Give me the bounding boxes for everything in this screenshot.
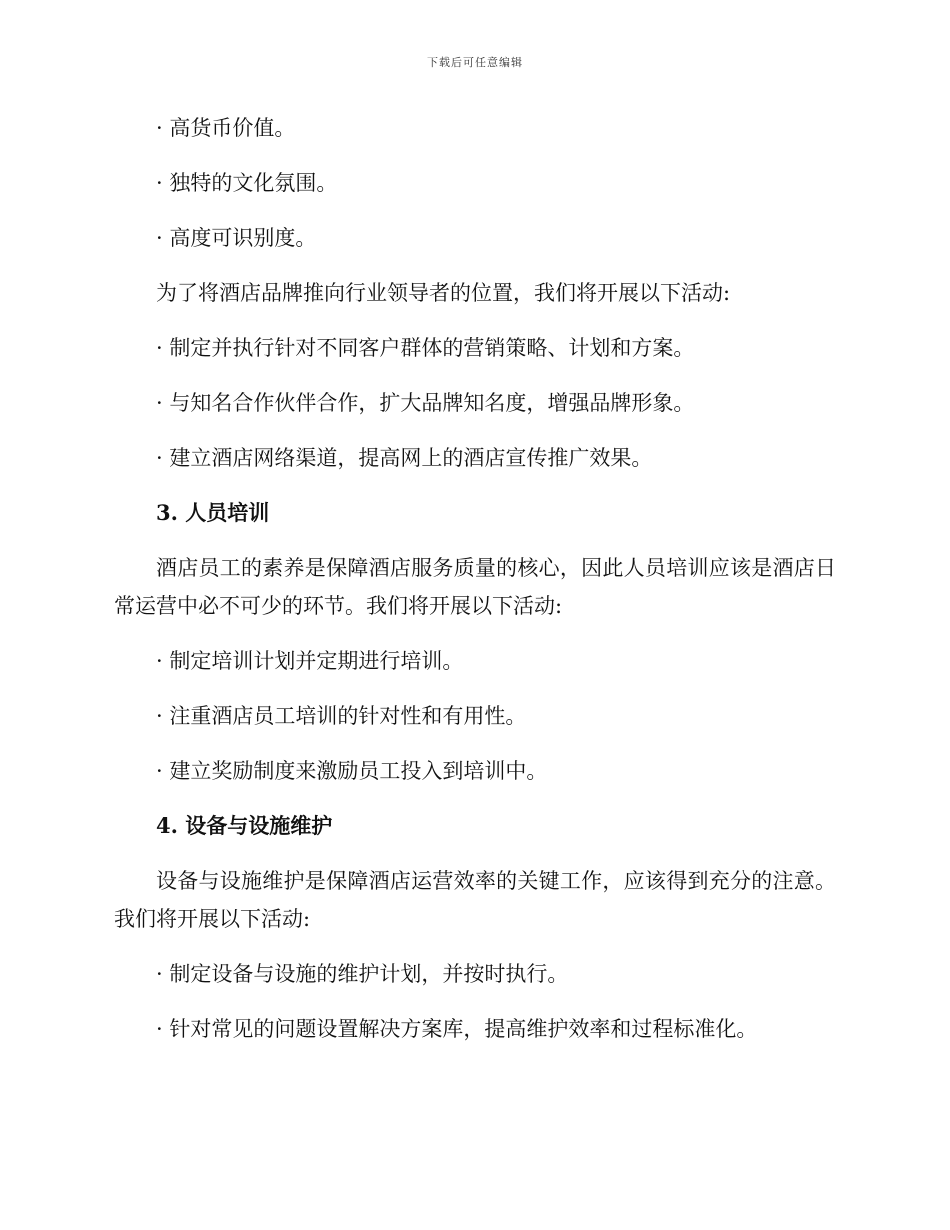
bullet-item: · 制定设备与设施的维护计划，并按时执行。 <box>156 962 569 986</box>
bullet-item: · 建立酒店网络渠道，提高网上的酒店宣传推广效果。 <box>156 446 653 470</box>
paragraph: 酒店员工的素养是保障酒店服务质量的核心，因此人员培训应该是酒店日常运营中必不可少的环节。我们将开展以下活动: <box>114 556 836 618</box>
bullet-item: · 制定培训计划并定期进行培训。 <box>156 649 464 673</box>
document-body <box>114 109 836 1065</box>
bullet-item: · 注重酒店员工培训的针对性和有用性。 <box>156 704 527 728</box>
bullet-item: · 高度可识别度。 <box>156 226 317 250</box>
bullet-item: · 独特的文化氛围。 <box>156 171 338 195</box>
bullet-item: · 建立奖励制度来激励员工投入到培训中。 <box>156 759 548 783</box>
paragraph: 为了将酒店品牌推向行业领导者的位置，我们将开展以下活动: <box>156 281 731 305</box>
section-heading-equipment-maintenance: 4. 设备与设施维护 <box>156 813 333 838</box>
bullet-item: · 针对常见的问题设置解决方案库，提高维护效率和过程标准化。 <box>156 1017 758 1041</box>
page-header: 下载后可任意编辑 <box>427 56 523 69</box>
section-heading-staff-training: 3. 人员培训 <box>156 500 270 525</box>
paragraph: 设备与设施维护是保障酒店运营效率的关键工作，应该得到充分的注意。我们将开展以下活动: <box>114 869 836 931</box>
bullet-item: · 与知名合作伙伴合作，扩大品牌知名度，增强品牌形象。 <box>156 391 695 415</box>
bullet-item: · 制定并执行针对不同客户群体的营销策略、计划和方案。 <box>156 336 695 360</box>
bullet-item: · 高货币价值。 <box>156 116 296 140</box>
